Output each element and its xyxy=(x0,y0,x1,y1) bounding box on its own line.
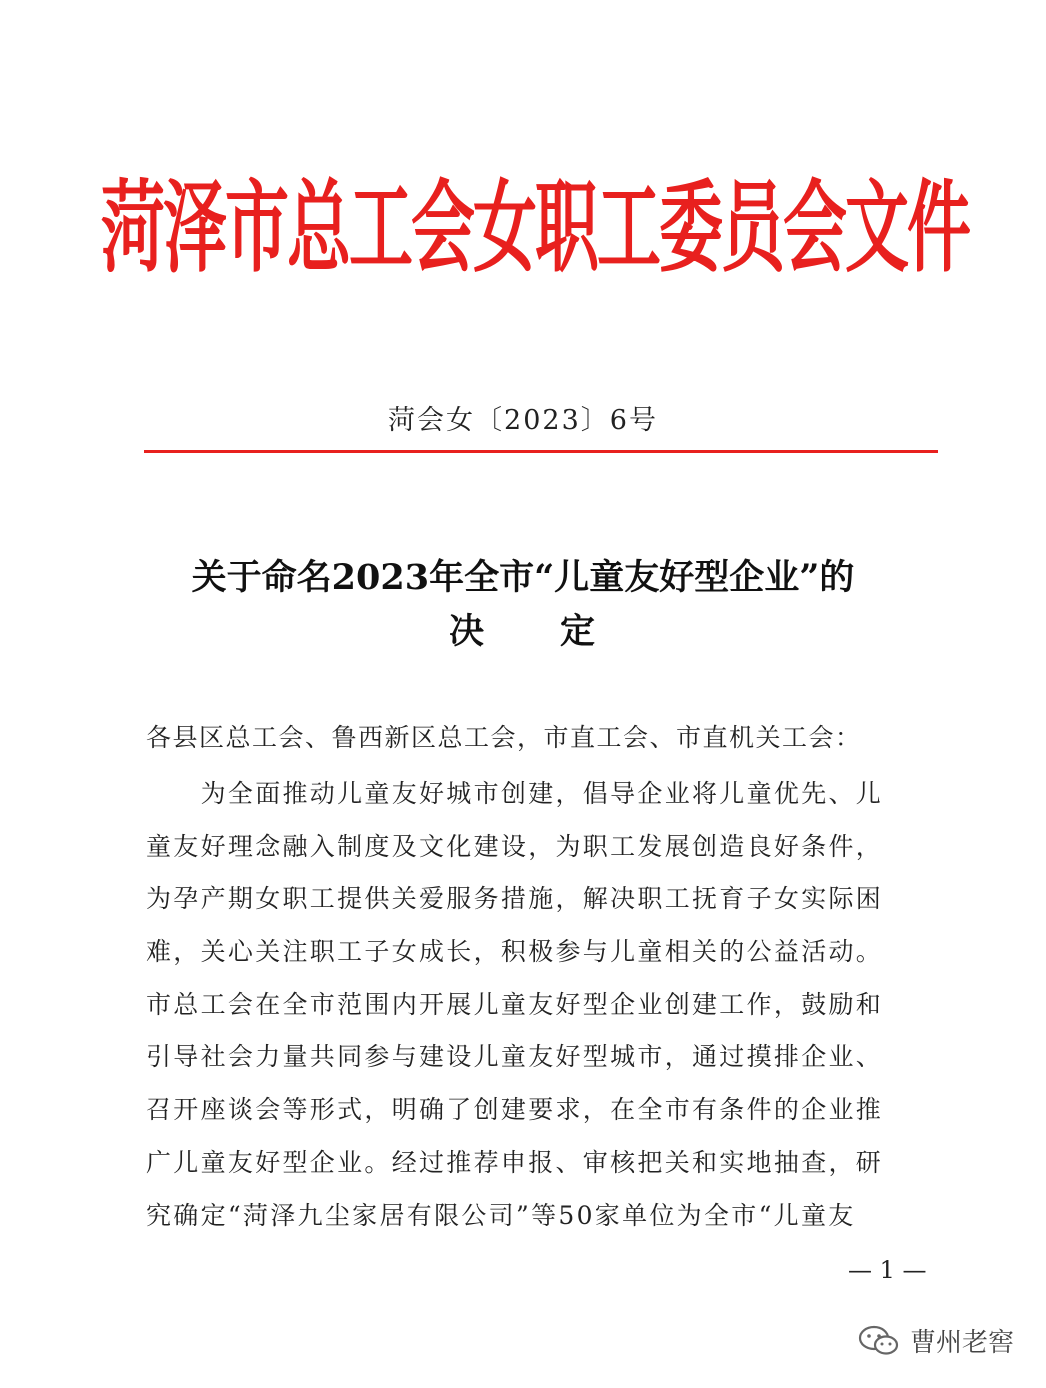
wechat-official-account-icon xyxy=(858,1324,900,1358)
body-line: 童友好理念融入制度及文化建设，为职工发展创造良好条件， xyxy=(146,831,884,861)
page-number: — 1 — xyxy=(848,1256,927,1284)
document-title-line-1: 关于命名2023年全市“儿童友好型企业”的 xyxy=(191,557,855,598)
body-line: 广儿童友好型企业。经过推荐申报、审核把关和实地抽查，研 xyxy=(146,1147,884,1177)
body-line: 引导社会力量共同参与建设儿童友好型城市，通过摸排企业、 xyxy=(146,1042,884,1072)
watermark xyxy=(858,1322,1014,1359)
red-divider xyxy=(144,450,938,453)
body-paragraph xyxy=(146,768,946,1242)
body-line: 召开座谈会等形式，明确了创建要求，在全市有条件的企业推 xyxy=(146,1095,884,1125)
body-line: 市总工会在全市范围内开展儿童友好型企业创建工作，鼓励和 xyxy=(146,989,884,1019)
document-title-line-2: 决 定 xyxy=(448,611,597,652)
body-line: 为孕产期女职工提供关爱服务措施，解决职工抚育子女实际困 xyxy=(146,884,884,914)
masthead-title: 菏泽市总工会女职工委员会文件 xyxy=(101,170,969,287)
salutation: 各县区总工会、鲁西新区总工会，市直工会、市直机关工会： xyxy=(146,723,862,752)
body-line: 究确定“菏泽九尘家居有限公司”等50家单位为全市“儿童友 xyxy=(146,1200,856,1230)
body-line: 为全面推动儿童友好城市创建，倡导企业将儿童优先、儿 xyxy=(146,779,884,808)
document-number: 菏会女〔2023〕6号 xyxy=(388,405,658,436)
body-line: 难，关心关注职工子女成长，积极参与儿童相关的公益活动。 xyxy=(146,937,884,967)
watermark-text: 曹州老窖 xyxy=(910,1328,1015,1358)
